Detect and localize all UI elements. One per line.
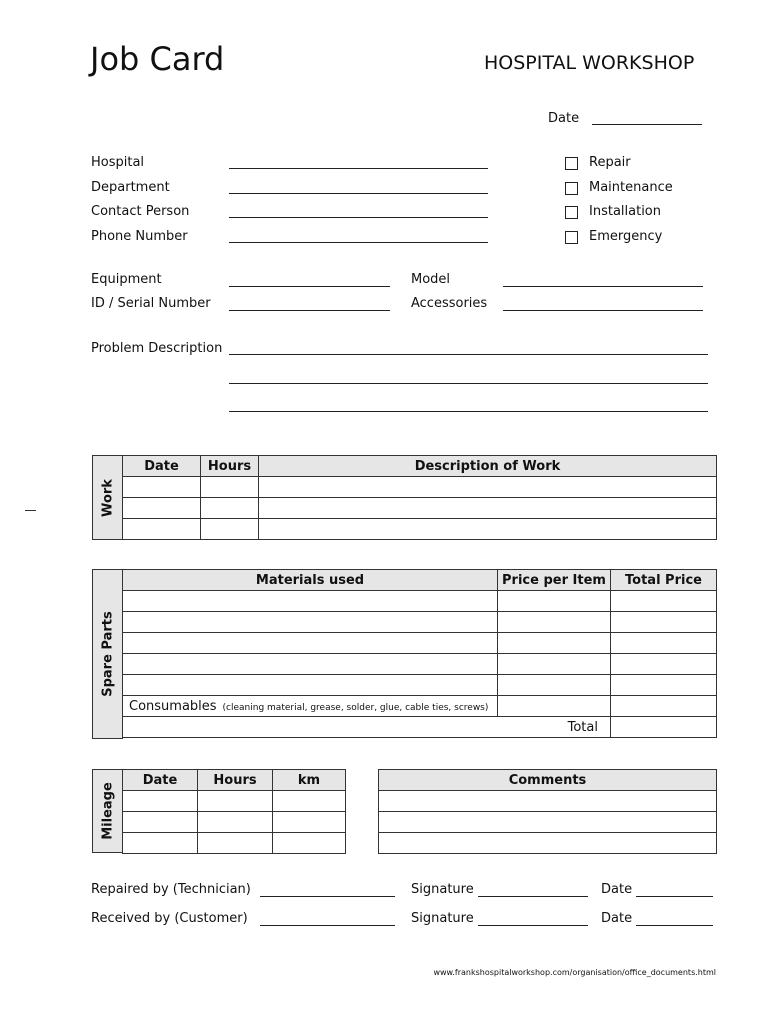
- table-row: [123, 791, 346, 812]
- page-title: Job Card: [90, 40, 225, 78]
- table-cell[interactable]: [198, 812, 273, 833]
- table-row: [123, 833, 346, 854]
- mileage-side-text: Mileage: [100, 782, 115, 840]
- organization-name: HOSPITAL WORKSHOP: [484, 52, 695, 74]
- table-header-row: [123, 570, 717, 591]
- table-cell[interactable]: [259, 519, 717, 540]
- table-cell[interactable]: [123, 812, 198, 833]
- spare-parts-side-text: Spare Parts: [100, 611, 115, 697]
- received-by-label: Received by (Customer): [91, 911, 248, 926]
- table-row: [123, 675, 717, 696]
- table-cell[interactable]: [498, 612, 611, 633]
- table-cell[interactable]: [123, 633, 498, 654]
- customer-signature-field[interactable]: [478, 913, 588, 926]
- table-row: [123, 498, 717, 519]
- customer-date-field[interactable]: [636, 913, 713, 926]
- table-cell[interactable]: [273, 812, 346, 833]
- equipment-label: Equipment: [91, 272, 162, 287]
- table-cell[interactable]: [498, 591, 611, 612]
- mileage-date-header: Date: [123, 770, 198, 791]
- installation-checkbox[interactable]: [565, 206, 578, 219]
- table-cell[interactable]: [379, 812, 717, 833]
- table-row: [123, 591, 717, 612]
- table-cell[interactable]: [201, 498, 259, 519]
- hospital-label: Hospital: [91, 155, 145, 170]
- table-cell[interactable]: [123, 519, 201, 540]
- emergency-label: Emergency: [589, 229, 663, 244]
- table-cell[interactable]: [498, 633, 611, 654]
- problem-description-label: Problem Description: [91, 341, 223, 356]
- total-label: Total: [123, 717, 611, 738]
- equipment-field[interactable]: [229, 274, 390, 287]
- margin-mark: [25, 510, 36, 511]
- table-cell[interactable]: [379, 791, 717, 812]
- table-cell[interactable]: [123, 591, 498, 612]
- work-side-text: Work: [100, 478, 115, 517]
- model-field[interactable]: [503, 274, 703, 287]
- table-cell[interactable]: [123, 498, 201, 519]
- table-cell[interactable]: [498, 654, 611, 675]
- table-cell[interactable]: [123, 791, 198, 812]
- table-row: [123, 633, 717, 654]
- technician-date-field[interactable]: [636, 884, 713, 897]
- phone-number-label: Phone Number: [91, 229, 188, 244]
- table-cell[interactable]: [123, 612, 498, 633]
- table-cell[interactable]: [611, 633, 717, 654]
- department-field[interactable]: [229, 181, 488, 194]
- serial-number-field[interactable]: [229, 298, 390, 311]
- hospital-field[interactable]: [229, 156, 488, 169]
- table-row: [379, 791, 717, 812]
- maintenance-label: Maintenance: [589, 180, 673, 195]
- table-cell[interactable]: [259, 477, 717, 498]
- total-row: [123, 717, 717, 738]
- emergency-checkbox[interactable]: [565, 231, 578, 244]
- problem-description-line-2[interactable]: [229, 371, 708, 384]
- mileage-section-label: [92, 769, 123, 853]
- repair-checkbox[interactable]: [565, 157, 578, 170]
- total-value-cell[interactable]: [611, 717, 717, 738]
- table-row: [123, 812, 346, 833]
- table-header-row: [123, 770, 346, 791]
- table-cell[interactable]: [611, 675, 717, 696]
- consumables-cell: [123, 696, 498, 717]
- mileage-km-header: km: [273, 770, 346, 791]
- table-cell[interactable]: [498, 696, 611, 717]
- table-cell[interactable]: [123, 833, 198, 854]
- date-label: Date: [548, 111, 580, 126]
- table-cell[interactable]: [498, 675, 611, 696]
- contact-person-field[interactable]: [229, 205, 488, 218]
- table-row: [123, 519, 717, 540]
- problem-description-line-1[interactable]: [229, 342, 708, 355]
- table-row: [123, 612, 717, 633]
- table-cell[interactable]: [123, 675, 498, 696]
- consumables-note: (cleaning material, grease, solder, glue, cable ties, screws): [222, 702, 489, 713]
- received-by-field[interactable]: [260, 913, 395, 926]
- accessories-label: Accessories: [411, 296, 488, 311]
- table-cell[interactable]: [273, 833, 346, 854]
- mileage-hours-header: Hours: [198, 770, 273, 791]
- table-cell[interactable]: [201, 519, 259, 540]
- table-cell[interactable]: [611, 612, 717, 633]
- spare-parts-section-label: [92, 569, 123, 739]
- consumables-row: [123, 696, 717, 717]
- table-cell[interactable]: [611, 696, 717, 717]
- date-field[interactable]: [592, 112, 702, 125]
- table-cell[interactable]: [198, 791, 273, 812]
- comments-table: [378, 769, 717, 854]
- work-section-label: [92, 455, 123, 540]
- maintenance-checkbox[interactable]: [565, 182, 578, 195]
- work-hours-header: Hours: [201, 456, 259, 477]
- comments-header: Comments: [379, 770, 717, 791]
- table-row: [123, 477, 717, 498]
- table-row: [379, 833, 717, 854]
- serial-number-label: ID / Serial Number: [91, 296, 211, 311]
- table-cell[interactable]: [611, 654, 717, 675]
- table-header-row: [379, 770, 717, 791]
- phone-number-field[interactable]: [229, 230, 488, 243]
- technician-signature-field[interactable]: [478, 884, 588, 897]
- table-cell[interactable]: [259, 498, 717, 519]
- materials-used-header: Materials used: [123, 570, 498, 591]
- installation-label: Installation: [589, 204, 662, 219]
- table-cell[interactable]: [123, 654, 498, 675]
- consumables-label: Consumables: [129, 698, 217, 714]
- table-row: [123, 654, 717, 675]
- technician-date-label: Date: [601, 882, 633, 897]
- technician-signature-label: Signature: [411, 882, 474, 897]
- table-cell[interactable]: [201, 477, 259, 498]
- table-cell[interactable]: [379, 833, 717, 854]
- footer-url[interactable]: www.frankshospitalworkshop.com/organisation/office_documents.html: [433, 968, 716, 977]
- spare-parts-table: [122, 569, 717, 738]
- table-cell[interactable]: [198, 833, 273, 854]
- table-cell[interactable]: [611, 591, 717, 612]
- work-table: [122, 455, 717, 540]
- work-description-header: Description of Work: [259, 456, 717, 477]
- table-cell[interactable]: [123, 477, 201, 498]
- department-label: Department: [91, 180, 170, 195]
- model-label: Model: [411, 272, 451, 287]
- table-row: [379, 812, 717, 833]
- mileage-table: [122, 769, 346, 854]
- repair-label: Repair: [589, 155, 631, 170]
- table-cell[interactable]: [273, 791, 346, 812]
- repaired-by-field[interactable]: [260, 884, 395, 897]
- customer-date-label: Date: [601, 911, 633, 926]
- accessories-field[interactable]: [503, 298, 703, 311]
- customer-signature-label: Signature: [411, 911, 474, 926]
- work-date-header: Date: [123, 456, 201, 477]
- contact-person-label: Contact Person: [91, 204, 190, 219]
- total-price-header: Total Price: [611, 570, 717, 591]
- problem-description-line-3[interactable]: [229, 399, 708, 412]
- table-header-row: [123, 456, 717, 477]
- price-per-item-header: Price per Item: [498, 570, 611, 591]
- repaired-by-label: Repaired by (Technician): [91, 882, 251, 897]
